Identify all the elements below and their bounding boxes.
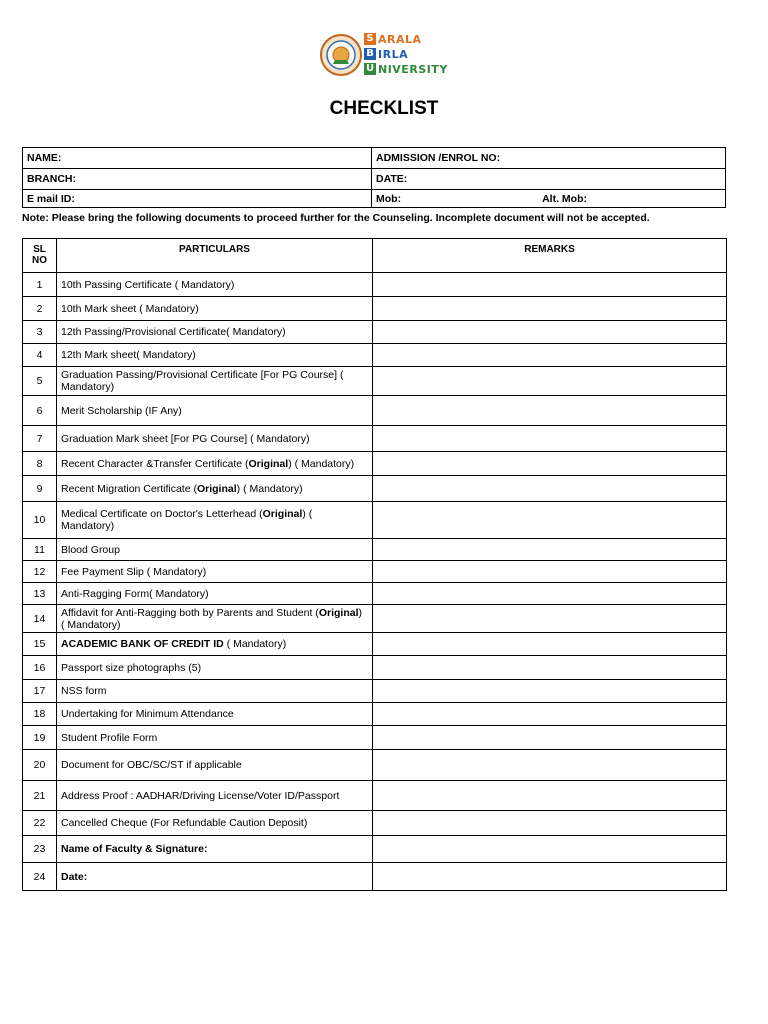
table-row	[23, 633, 727, 656]
table-row	[23, 561, 727, 583]
particulars-cell: NSS form	[57, 680, 373, 703]
particulars-cell: Address Proof : AADHAR/Driving License/Voter ID/Passport	[57, 781, 373, 811]
remarks-cell[interactable]	[373, 426, 727, 452]
table-row	[23, 344, 727, 367]
remarks-cell[interactable]	[373, 502, 727, 539]
remarks-cell[interactable]	[373, 367, 727, 396]
table-row	[23, 297, 727, 321]
remarks-cell[interactable]	[373, 539, 727, 561]
table-row	[23, 367, 727, 396]
table-row	[23, 726, 727, 750]
table-row	[23, 680, 727, 703]
remarks-cell[interactable]	[373, 633, 727, 656]
remarks-cell[interactable]	[373, 750, 727, 781]
particulars-text: ) ( Mandatory)	[236, 482, 303, 495]
branch-field: BRANCH:	[23, 169, 372, 190]
table-row	[23, 863, 727, 891]
remarks-cell[interactable]	[373, 396, 727, 426]
sl-no-cell: 2	[23, 297, 57, 321]
table-header-row	[23, 239, 727, 273]
logo-word: NIVERSITY	[378, 62, 448, 76]
page-title: CHECKLIST	[329, 98, 439, 119]
table-row	[23, 836, 727, 863]
particulars-cell	[57, 452, 373, 476]
table-row	[23, 396, 727, 426]
table-row	[23, 273, 727, 297]
mobile-fields	[372, 190, 726, 208]
logo-letter: U	[365, 63, 375, 74]
particulars-cell: 10th Mark sheet ( Mandatory)	[57, 297, 373, 321]
logo-letter: B	[364, 48, 376, 60]
particulars-cell: 10th Passing Certificate ( Mandatory)	[57, 273, 373, 297]
sl-no-cell: 18	[23, 703, 57, 726]
remarks-cell[interactable]	[373, 476, 727, 502]
remarks-cell[interactable]	[373, 561, 727, 583]
remarks-cell[interactable]	[373, 703, 727, 726]
name-field: NAME:	[23, 148, 372, 169]
sl-no-cell: 4	[23, 344, 57, 367]
remarks-cell[interactable]	[373, 656, 727, 680]
emphasis-text: Date:	[61, 870, 88, 883]
sl-no-cell: 3	[23, 321, 57, 344]
sl-no-cell: 15	[23, 633, 57, 656]
university-logo	[320, 30, 450, 78]
sl-no-cell: 6	[23, 396, 57, 426]
sl-no-cell: 5	[23, 367, 57, 396]
instruction-note: Note: Please bring the following documents to proceed further for the Counseling. Incomplete document will not be accepted.	[22, 212, 650, 224]
particulars-cell: Cancelled Cheque (For Refundable Caution Deposit)	[57, 811, 373, 836]
particulars-cell: Blood Group	[57, 539, 373, 561]
table-row	[23, 502, 727, 539]
emphasis-text: Original	[248, 457, 289, 470]
table-row	[23, 452, 727, 476]
logo-line	[364, 47, 448, 61]
emphasis-text: Name of Faculty & Signature:	[61, 843, 208, 855]
emphasis-text: Original	[318, 606, 359, 619]
particulars-cell: Graduation Passing/Provisional Certificate [For PG Course] ( Mandatory)	[57, 367, 373, 396]
sl-no-cell: 23	[23, 836, 57, 863]
sl-no-cell: 16	[23, 656, 57, 680]
email-field: E mail ID:	[23, 190, 372, 208]
particulars-cell: Undertaking for Minimum Attendance	[57, 703, 373, 726]
student-info-table	[22, 147, 726, 208]
sl-no-cell: 11	[23, 539, 57, 561]
sl-no-cell: 13	[23, 583, 57, 605]
date-field: DATE:	[372, 169, 726, 190]
table-row	[23, 781, 727, 811]
particulars-text: Recent Migration Certificate (	[61, 482, 197, 495]
sl-no-cell: 19	[23, 726, 57, 750]
remarks-cell[interactable]	[373, 344, 727, 367]
sl-no-cell: 17	[23, 680, 57, 703]
remarks-cell[interactable]	[373, 273, 727, 297]
table-row	[23, 476, 727, 502]
table-row	[23, 321, 727, 344]
table-row	[23, 539, 727, 561]
remarks-header: REMARKS	[373, 239, 727, 273]
emphasis-text: Original	[196, 482, 237, 495]
table-row	[23, 426, 727, 452]
particulars-cell: Merit Scholarship (IF Any)	[57, 396, 373, 426]
particulars-text: Affidavit for Anti-Ragging both by Parents and Student (	[61, 606, 319, 619]
particulars-cell: Graduation Mark sheet [For PG Course] ( Mandatory)	[57, 426, 373, 452]
particulars-text: ) ( Mandatory)	[288, 457, 355, 470]
particulars-cell	[57, 476, 373, 502]
remarks-cell[interactable]	[373, 297, 727, 321]
document-checklist-table	[22, 238, 727, 891]
mob-field: Mob:	[376, 192, 402, 205]
remarks-cell[interactable]	[373, 583, 727, 605]
table-row	[23, 750, 727, 781]
particulars-text: ( Mandatory)	[223, 638, 287, 650]
particulars-cell: Student Profile Form	[57, 726, 373, 750]
admission-field: ADMISSION /ENROL NO:	[372, 148, 726, 169]
table-row	[23, 703, 727, 726]
logo-letter: S	[364, 33, 376, 45]
particulars-text: Medical Certificate on Doctor's Letterhead (	[61, 508, 263, 520]
sl-no-cell: 9	[23, 476, 57, 502]
remarks-cell[interactable]	[373, 836, 727, 863]
sl-no-header: SL NO	[23, 239, 57, 273]
logo-word: IRLA	[378, 47, 409, 61]
particulars-cell: Passport size photographs (5)	[57, 656, 373, 680]
logo-wordmark	[364, 32, 448, 77]
table-row	[23, 656, 727, 680]
table-row	[23, 811, 727, 836]
particulars-cell: 12th Mark sheet( Mandatory)	[57, 344, 373, 367]
sl-no-cell: 20	[23, 750, 57, 781]
info-row	[23, 169, 726, 190]
remarks-cell[interactable]	[373, 605, 727, 633]
particulars-cell	[57, 605, 373, 633]
university-seal-icon	[320, 34, 362, 76]
remarks-cell[interactable]	[373, 863, 727, 891]
logo-line	[364, 32, 448, 46]
remarks-cell[interactable]	[373, 811, 727, 836]
remarks-cell[interactable]	[373, 726, 727, 750]
logo-line	[364, 62, 448, 76]
sl-no-cell: 24	[23, 863, 57, 891]
remarks-cell[interactable]	[373, 781, 727, 811]
sl-no-cell: 21	[23, 781, 57, 811]
sl-no-cell: 12	[23, 561, 57, 583]
info-row	[23, 148, 726, 169]
particulars-cell: Fee Payment Slip ( Mandatory)	[57, 561, 373, 583]
alt-mob-field: Alt. Mob:	[542, 192, 587, 205]
particulars-text: Recent Character &Transfer Certificate (	[61, 457, 249, 470]
remarks-cell[interactable]	[373, 452, 727, 476]
particulars-text: ) ( Mandatory)	[61, 508, 313, 532]
sl-no-cell: 8	[23, 452, 57, 476]
particulars-text: ) ( Mandatory)	[61, 606, 362, 631]
particulars-cell: 12th Passing/Provisional Certificate( Mandatory)	[57, 321, 373, 344]
table-row	[23, 605, 727, 633]
particulars-cell	[57, 863, 373, 891]
emphasis-text: ACADEMIC BANK OF CREDIT ID	[61, 638, 224, 650]
logo-word: ARALA	[378, 32, 422, 46]
sl-no-cell: 22	[23, 811, 57, 836]
particulars-cell	[57, 836, 373, 863]
particulars-cell: Document for OBC/SC/ST if applicable	[57, 750, 373, 781]
particulars-cell	[57, 502, 373, 539]
particulars-header: PARTICULARS	[57, 239, 373, 273]
table-row	[23, 583, 727, 605]
info-row	[23, 190, 726, 208]
sl-no-cell: 7	[23, 426, 57, 452]
particulars-cell	[57, 633, 373, 656]
sl-no-cell: 14	[23, 605, 57, 633]
particulars-cell: Anti-Ragging Form( Mandatory)	[57, 583, 373, 605]
remarks-cell[interactable]	[373, 321, 727, 344]
remarks-cell[interactable]	[373, 680, 727, 703]
sl-no-cell: 1	[23, 273, 57, 297]
sl-no-cell: 10	[23, 502, 57, 539]
emphasis-text: Original	[262, 508, 303, 520]
